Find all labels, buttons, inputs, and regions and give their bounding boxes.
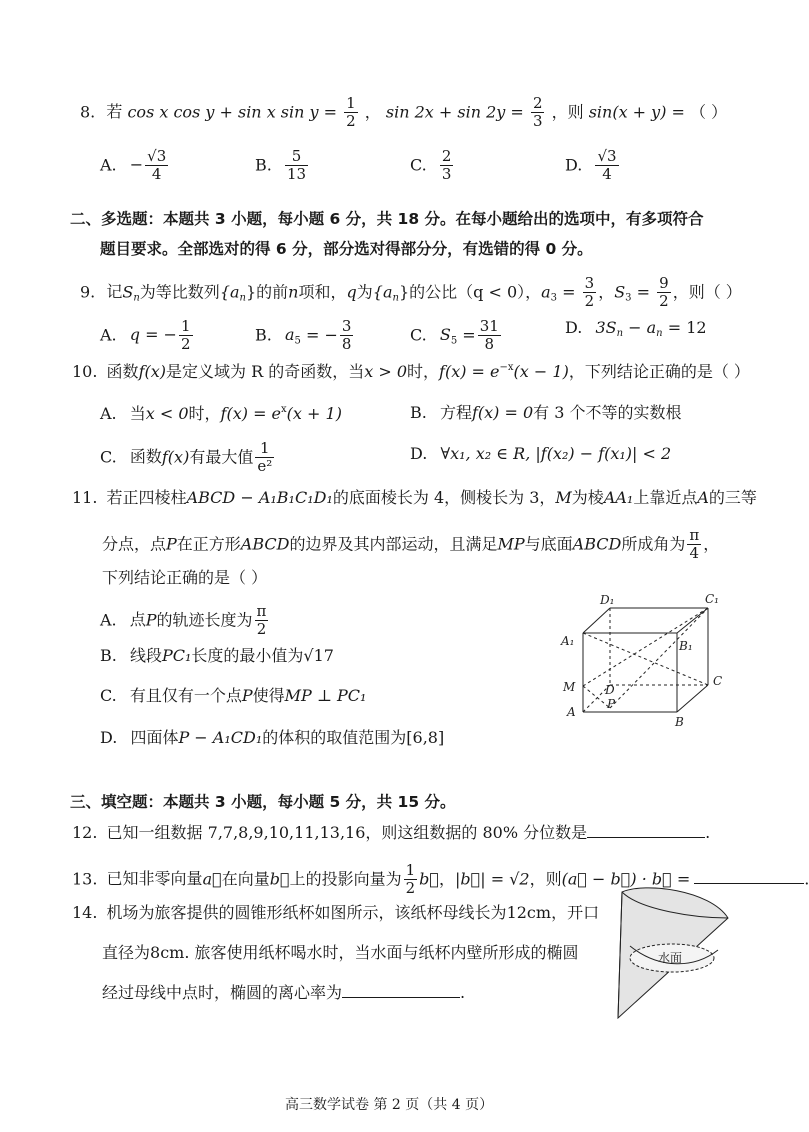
- option-math: P: [145, 610, 157, 630]
- frac-num: 1: [405, 861, 416, 879]
- option-text: 长度的最小值为: [191, 646, 304, 665]
- q10-option-b[interactable]: [410, 405, 682, 421]
- stem-text: 已知非零向量: [106, 869, 203, 889]
- option-math: S: [439, 325, 451, 345]
- frac-den: 2: [584, 292, 595, 311]
- fraction: [531, 95, 545, 131]
- stem-math: S: [122, 282, 134, 302]
- fraction: [687, 527, 701, 563]
- q10-option-c[interactable]: [100, 440, 276, 476]
- option-text: 有最大值: [189, 447, 254, 467]
- option-label: D.: [565, 318, 583, 337]
- option-math: f(x) = e: [220, 404, 282, 423]
- stem-text: 是定义域为 R 的奇函数，当: [166, 362, 365, 381]
- question-11-line-3: 下列结论正确的是（ ）: [102, 568, 268, 587]
- stem-math: b⃗: [419, 869, 439, 889]
- stem-text: 为棱: [571, 488, 604, 507]
- q10-option-d[interactable]: [410, 446, 671, 462]
- stem-text: 的底面棱长为 4，侧棱长为 3，: [332, 488, 556, 507]
- stem-text: 记: [106, 282, 123, 302]
- frac-den: 2: [346, 112, 356, 131]
- stem-text: 若正四棱柱: [106, 488, 187, 507]
- label-b: B: [675, 715, 684, 729]
- section-3-heading: 三、填空题：本题共 3 小题，每小题 5 分，共 15 分。: [70, 793, 456, 811]
- frac-num: √3: [597, 147, 617, 165]
- cone-cup-figure: [600, 880, 740, 1030]
- stem-text: ，: [438, 869, 455, 889]
- option-math: PC₁: [161, 646, 192, 665]
- frac-den: 3: [441, 165, 452, 184]
- superscript: −x: [499, 362, 514, 373]
- option-text: 有且仅有一个点: [129, 686, 242, 705]
- stem-text: ，: [703, 534, 720, 554]
- subscript: n: [239, 292, 246, 304]
- subscript: 5: [450, 335, 458, 347]
- stem-math: a: [541, 282, 551, 302]
- frac-num: 9: [659, 274, 669, 292]
- question-number: 14.: [72, 903, 98, 922]
- fraction: [657, 275, 671, 311]
- edge-a1d1: [583, 608, 610, 633]
- stem-text: }的前: [245, 282, 289, 302]
- option-math: = −: [300, 325, 338, 345]
- option-math: [6,8]: [406, 728, 445, 747]
- stem-text: ，则: [529, 869, 562, 889]
- fraction: [179, 318, 193, 354]
- subscript: n: [656, 328, 663, 339]
- q8-option-b[interactable]: [255, 148, 310, 184]
- stem-text: 为: [356, 282, 373, 302]
- stem-text: ，开口: [551, 903, 600, 922]
- stem-math: x > 0: [364, 362, 408, 381]
- answer-paren: （ ）: [690, 102, 728, 122]
- stem-math: P: [166, 534, 177, 554]
- frac-num: 1: [180, 317, 191, 335]
- stem-math: b⃗: [269, 869, 290, 889]
- answer-blank[interactable]: [587, 836, 705, 838]
- label-d1: D₁: [600, 593, 615, 607]
- option-label: A.: [100, 404, 117, 423]
- stem-math: q: [346, 282, 357, 302]
- frac-num: 2: [532, 94, 543, 112]
- stem-math: {a: [219, 282, 240, 302]
- stem-text: 分点，点: [102, 534, 167, 554]
- subscript: 3: [550, 292, 558, 304]
- stem-text: 在正方形: [176, 534, 241, 554]
- water-surface-label: 水面: [658, 951, 683, 965]
- option-label: B.: [255, 155, 272, 175]
- answer-blank[interactable]: [342, 996, 460, 998]
- q8-option-c[interactable]: [410, 148, 455, 184]
- q11-option-b[interactable]: [100, 648, 334, 664]
- subscript: 5: [294, 335, 301, 347]
- fraction: [340, 318, 354, 354]
- frac-num: 1: [346, 94, 356, 112]
- stem-text: 直径为: [102, 943, 151, 962]
- option-text: 时，: [188, 404, 221, 423]
- frac-num: 3: [584, 274, 595, 292]
- stem-text: 的边界及其内部运动，且满足: [289, 534, 498, 554]
- option-math: a: [284, 325, 295, 345]
- subscript: 3: [625, 292, 632, 304]
- frac-num: 1: [255, 440, 274, 458]
- stem-math: ABCD − A₁B₁C₁D₁: [186, 488, 333, 507]
- stem-math: S: [614, 282, 626, 302]
- q11-option-a[interactable]: [100, 603, 270, 639]
- fraction: [478, 318, 501, 354]
- option-math: P: [241, 686, 253, 705]
- option-math: f(x) = 0: [471, 403, 534, 422]
- stem-text: }的公比（q < 0），: [398, 282, 542, 302]
- frac-den: 3: [532, 112, 543, 131]
- fraction: [255, 603, 269, 639]
- option-text: 四面体: [130, 728, 179, 747]
- question-12: [72, 825, 710, 841]
- stem-math: MP: [497, 534, 525, 554]
- stem-math: A: [697, 488, 709, 507]
- page-footer: 高三数学试卷 第 2 页（共 4 页）: [285, 1097, 494, 1113]
- option-math: =: [457, 325, 476, 345]
- stem-math: |b⃗| = √2: [454, 869, 530, 889]
- q9-option-b[interactable]: [255, 318, 355, 354]
- stem-math: ABCD: [572, 534, 622, 554]
- label-a1: A₁: [561, 634, 575, 648]
- q9-option-a[interactable]: [100, 318, 195, 354]
- subscript: n: [616, 328, 624, 339]
- question-11-line-2: [102, 527, 719, 563]
- option-label: C.: [100, 686, 117, 705]
- stem-math: cos x cos y + sin x sin y =: [127, 102, 338, 122]
- stem-math: ABCD: [240, 534, 290, 554]
- label-b1: B₁: [679, 639, 693, 653]
- label-c1: C₁: [705, 592, 719, 606]
- option-label: D.: [565, 155, 583, 175]
- stem-text: 时，: [407, 362, 440, 381]
- stem-math: sin 2x + sin 2y =: [385, 102, 524, 122]
- question-number: 11.: [72, 488, 98, 507]
- stem-text: =: [557, 282, 576, 302]
- option-math: x < 0: [145, 404, 189, 423]
- option-label: D.: [410, 444, 428, 463]
- option-text: 的体积的取值范围为: [262, 728, 407, 747]
- stem-text: .: [705, 823, 711, 842]
- option-text: 使得: [252, 686, 285, 705]
- stem-text: ，: [364, 102, 381, 122]
- question-number: 13.: [72, 869, 98, 889]
- label-d: D: [605, 683, 615, 697]
- option-label: D.: [100, 728, 118, 747]
- edge-bc: [677, 685, 708, 712]
- question-10-stem: [72, 363, 750, 380]
- frac-num: 5: [285, 148, 308, 166]
- stem-math: M: [555, 488, 572, 507]
- option-math: q = −: [129, 325, 177, 345]
- edge-b1c1: [677, 608, 708, 633]
- stem-math: (x − 1): [513, 362, 569, 381]
- stem-math: {a: [372, 282, 393, 302]
- fraction: [145, 148, 168, 184]
- option-label: A.: [100, 325, 117, 345]
- stem-text: 已知一组数据 7,7,8,9,10,11,13,16，则这组数据的 80% 分位数是: [106, 823, 588, 842]
- frac-num: 2: [441, 147, 452, 165]
- option-text: 点: [129, 610, 146, 630]
- fraction: [440, 148, 454, 184]
- stem-math: 8cm: [150, 943, 185, 962]
- subscript: n: [392, 292, 399, 304]
- option-math: − a: [623, 318, 657, 337]
- frac-den: 2: [405, 879, 416, 898]
- stem-text: ，下列结论正确的是（ ）: [568, 362, 750, 381]
- option-label: B.: [100, 646, 117, 665]
- prism-figure: [555, 590, 735, 730]
- question-8-stem: [80, 95, 727, 131]
- stem-text: 上的投影向量为: [289, 869, 402, 889]
- frac-den: 4: [602, 165, 612, 184]
- section-2-heading-cont: 题目要求。全部选对的得 6 分，部分选对得部分分，有选错的得 0 分。: [100, 240, 593, 258]
- frac-den: 4: [151, 165, 162, 184]
- option-math: √17: [303, 646, 334, 665]
- option-text: 线段: [129, 646, 162, 665]
- stem-math: f(x): [138, 362, 166, 381]
- option-math: P − A₁CD₁: [178, 728, 263, 747]
- stem-text: .: [804, 869, 809, 889]
- stem-math: 12cm: [506, 903, 552, 922]
- option-label: B.: [255, 325, 272, 345]
- fraction: [344, 95, 358, 131]
- fraction: [404, 862, 418, 898]
- stem-text: 函数: [106, 362, 139, 381]
- option-text: 方程: [439, 403, 472, 422]
- frac-num: √3: [147, 147, 167, 165]
- stem-text: 为等比数列: [139, 282, 220, 302]
- stem-text: ，: [598, 282, 615, 302]
- q8-option-a[interactable]: [100, 148, 170, 184]
- label-p: P: [607, 697, 616, 711]
- segment-pc1: [610, 608, 708, 708]
- question-number: 10.: [72, 362, 98, 381]
- subscript: n: [133, 292, 140, 304]
- question-14-line-1: [72, 905, 599, 921]
- frac-num: π: [689, 526, 700, 544]
- frac-num: 31: [479, 317, 499, 335]
- stem-math: AA₁: [603, 488, 634, 507]
- q9-option-c[interactable]: [410, 318, 503, 354]
- stem-math: a⃗: [202, 869, 222, 889]
- stem-text: 在向量: [221, 869, 270, 889]
- stem-text: .: [460, 983, 466, 1002]
- stem-math: (a⃗ − b⃗) · b⃗ =: [561, 869, 691, 889]
- option-label: A.: [100, 610, 117, 630]
- option-math: ∀x₁, x₂ ∈ R, |f(x₂) − f(x₁)| < 2: [440, 444, 672, 463]
- question-number: 12.: [72, 823, 98, 842]
- option-text: 有 3 个不等的实数根: [533, 403, 682, 422]
- stem-text: 与底面: [524, 534, 573, 554]
- frac-den: 2: [659, 292, 669, 311]
- q11-option-c[interactable]: [100, 688, 366, 704]
- frac-den: 13: [286, 165, 307, 184]
- stem-text: ，则: [551, 102, 584, 122]
- frac-den: e²: [257, 457, 273, 476]
- stem-text: . 旅客使用纸杯喝水时，当水面与纸杯内壁所形成的椭圆: [184, 943, 579, 962]
- label-m: M: [563, 680, 576, 694]
- option-label: A.: [100, 155, 117, 175]
- option-math: MP ⊥ PC₁: [284, 686, 367, 705]
- option-math: = 12: [662, 318, 707, 337]
- stem-text: 若: [106, 102, 123, 122]
- option-text: 当: [129, 404, 146, 423]
- option-text: 的轨迹长度为: [156, 610, 253, 630]
- label-c: C: [713, 674, 723, 688]
- question-number: 9.: [80, 282, 96, 302]
- option-label: C.: [410, 155, 427, 175]
- fraction: [255, 440, 274, 476]
- superscript: x: [281, 404, 287, 415]
- option-math: f(x): [161, 447, 190, 467]
- frac-den: 4: [689, 544, 700, 563]
- question-9-stem: [80, 275, 742, 311]
- stem-text: 的三等: [708, 488, 757, 507]
- stem-math: n: [288, 282, 299, 302]
- question-number: 8.: [80, 102, 96, 122]
- frac-den: 8: [341, 335, 352, 354]
- option-sign: −: [129, 155, 144, 175]
- frac-den: 2: [180, 335, 191, 354]
- q9-option-d[interactable]: [565, 320, 707, 339]
- option-math: (x + 1): [286, 404, 342, 423]
- fraction: [583, 275, 597, 311]
- stem-math: sin(x + y) =: [588, 102, 685, 122]
- option-label: C.: [100, 447, 117, 467]
- stem-text: 经过母线中点时，椭圆的离心率为: [102, 983, 343, 1002]
- stem-math: f(x) = e: [439, 362, 500, 381]
- frac-num: π: [256, 602, 267, 620]
- stem-text: =: [631, 282, 651, 302]
- question-14-line-2: [102, 945, 579, 961]
- question-11-line-1: [72, 490, 757, 506]
- question-14-line-3: [102, 985, 465, 1001]
- q8-option-d[interactable]: [565, 148, 621, 184]
- q10-option-a[interactable]: [100, 405, 342, 422]
- option-label: C.: [410, 325, 427, 345]
- section-2-heading: 二、多选题：本题共 3 小题，每小题 6 分，共 18 分。在每小题给出的选项中，有多项符合: [70, 210, 704, 228]
- frac-den: 8: [484, 335, 495, 354]
- stem-text: 项和，: [298, 282, 347, 302]
- q11-option-d[interactable]: [100, 730, 444, 746]
- stem-text: 所成角为: [621, 534, 686, 554]
- answer-paren: ，则（ ）: [672, 282, 742, 302]
- fraction: [285, 148, 308, 184]
- stem-text: 机场为旅客提供的圆锥形纸杯如图所示，该纸杯母线长为: [106, 903, 507, 922]
- frac-num: 3: [341, 317, 352, 335]
- option-label: B.: [410, 403, 427, 422]
- fraction: [595, 148, 618, 184]
- label-a: A: [567, 705, 576, 719]
- option-text: 函数: [129, 447, 162, 467]
- stem-text: 上靠近点: [633, 488, 698, 507]
- option-math: 3S: [595, 318, 617, 337]
- frac-den: 2: [256, 620, 267, 639]
